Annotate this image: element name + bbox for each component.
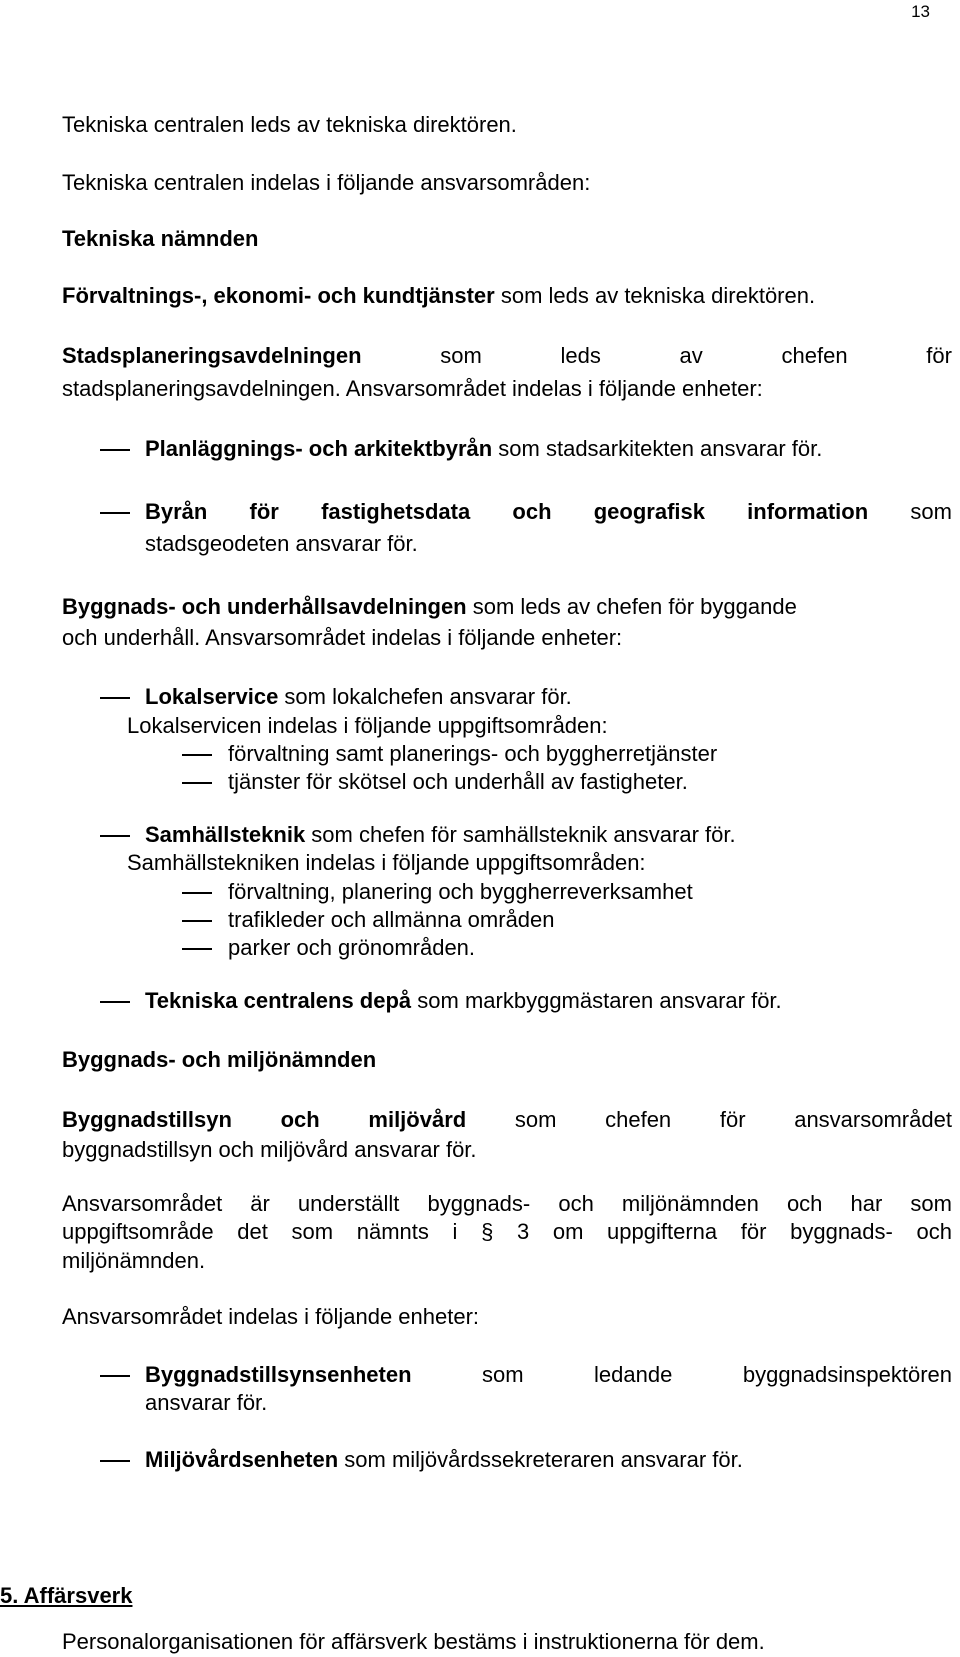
bullet-dash — [100, 512, 130, 514]
word: för — [740, 1219, 767, 1244]
word: miljövård — [368, 1107, 467, 1132]
word: Byrån — [145, 499, 208, 524]
word: chefen — [605, 1107, 672, 1132]
word: ansvarsområdet — [794, 1107, 952, 1132]
list-item-byggnadstillsyn-line2: ansvarar för. — [145, 1390, 268, 1415]
word: som — [910, 1191, 952, 1216]
text: som markbyggmästaren ansvarar för. — [411, 988, 782, 1013]
word: byggnadsinspektören — [742, 1362, 952, 1387]
paragraph-enheter: Ansvarsområdet indelas i följande enheter: — [62, 1304, 480, 1329]
text: som lokalchefen ansvarar för. — [278, 684, 572, 709]
bold-term: Planläggnings- och arkitektbyrån — [145, 436, 493, 461]
word: för — [719, 1107, 746, 1132]
bullet-dash — [100, 1375, 130, 1377]
bold-term: Byggnads- och underhållsavdelningen — [62, 594, 467, 619]
text: som leds av chefen för byggande — [466, 594, 797, 619]
word: Byggnadstillsynsenheten — [145, 1362, 412, 1387]
byggnads-line2: och underhåll. Ansvarsområdet indelas i följande enheter: — [62, 625, 623, 650]
word: leds — [560, 343, 601, 368]
list-item-byggnadstillsyn-line1 — [145, 1360, 952, 1390]
underst-line3: miljönämnden. — [62, 1248, 206, 1273]
word: geografisk — [593, 499, 705, 524]
word: information — [747, 499, 869, 524]
word: chefen — [781, 343, 848, 368]
byggnads-line1 — [62, 592, 960, 622]
sub-item: förvaltning, planering och byggherreverksamhet — [228, 879, 693, 904]
bullet-dash — [100, 1460, 130, 1462]
tillsyn-line1 — [62, 1105, 952, 1135]
sub-item: trafikleder och allmänna områden — [228, 907, 555, 932]
underst-line1 — [62, 1189, 952, 1219]
word: för — [249, 499, 279, 524]
list-item-byran-line1 — [145, 497, 952, 527]
bullet-dash — [100, 835, 130, 837]
word: och — [786, 1191, 823, 1216]
underst-line2 — [62, 1217, 952, 1247]
heading-tekniska-namnden: Tekniska nämnden — [62, 226, 259, 251]
sub-item: tjänster för skötsel och underhåll av fastigheter. — [228, 769, 688, 794]
word: om — [552, 1219, 584, 1244]
word: och — [512, 499, 552, 524]
page-number: 13 — [911, 2, 930, 21]
sub-item: parker och grönområden. — [228, 935, 476, 960]
word: uppgifterna — [607, 1219, 718, 1244]
samhallsteknik-intro: Samhällstekniken indelas i följande uppgiftsområden: — [127, 850, 646, 875]
paragraph-forvaltning — [62, 281, 960, 311]
word: och — [280, 1107, 320, 1132]
word: som — [482, 1362, 524, 1387]
sub-bullet-dash — [182, 782, 212, 784]
list-item-samhallsteknik — [145, 820, 960, 850]
word: det — [237, 1219, 268, 1244]
sub-bullet-dash — [182, 920, 212, 922]
word: ledande — [594, 1362, 673, 1387]
word: underställt — [297, 1191, 400, 1216]
text: som leds av tekniska direktören. — [494, 283, 816, 308]
bold-term: Förvaltnings-, ekonomi- och kundtjänster — [62, 283, 495, 308]
bold-term: Samhällsteknik — [145, 822, 306, 847]
word: byggnads- — [790, 1219, 893, 1244]
word: Ansvarsområdet — [62, 1191, 223, 1216]
word: fastighetsdata — [321, 499, 471, 524]
word: 3 — [516, 1219, 530, 1244]
word: som — [514, 1107, 557, 1132]
tillsyn-line2: byggnadstillsyn och miljövård ansvarar för. — [62, 1137, 477, 1162]
bold-term: Miljövårdsenheten — [145, 1447, 339, 1472]
list-item-miljovard — [145, 1445, 960, 1475]
text: som miljövårdssekreteraren ansvarar för. — [338, 1447, 743, 1472]
word: för — [926, 343, 952, 368]
word: och — [558, 1191, 594, 1216]
sub-bullet-dash — [182, 892, 212, 894]
section-heading-affarsverk: 5. Affärsverk — [0, 1583, 133, 1608]
sub-bullet-dash — [182, 948, 212, 950]
bullet-dash — [100, 697, 130, 699]
word: som — [291, 1219, 334, 1244]
list-item-lokalservice — [145, 682, 960, 712]
word: miljönämnden — [621, 1191, 759, 1216]
word: som — [910, 499, 952, 524]
word: § — [481, 1219, 494, 1244]
stadsplanering-line2: stadsplaneringsavdelningen. Ansvarsområdet indelas i följande enheter: — [62, 376, 763, 401]
word: nämnts — [356, 1219, 429, 1244]
word: Byggnadstillsyn — [62, 1107, 232, 1132]
list-item-depa — [145, 986, 960, 1016]
paragraph-indelning: Tekniska centralen indelas i följande ansvarsområden: — [62, 170, 591, 195]
word: är — [250, 1191, 270, 1216]
sub-item: förvaltning samt planerings- och byggherretjänster — [228, 741, 718, 766]
word: Stadsplaneringsavdelningen — [62, 343, 362, 368]
word: som — [440, 343, 482, 368]
word: byggnads- — [427, 1191, 531, 1216]
word: i — [452, 1219, 458, 1244]
paragraph-affarsverk: Personalorganisationen för affärsverk bestäms i instruktionerna för dem. — [62, 1629, 765, 1654]
text: som chefen för samhällsteknik ansvarar för. — [305, 822, 736, 847]
bullet-dash — [100, 1001, 130, 1003]
bullet-dash — [100, 449, 130, 451]
text: som stadsarkitekten ansvarar för. — [492, 436, 823, 461]
list-item-byran-line2: stadsgeodeten ansvarar för. — [145, 531, 418, 556]
word: har — [850, 1191, 883, 1216]
bold-term: Lokalservice — [145, 684, 279, 709]
lokalservice-intro: Lokalservicen indelas i följande uppgiftsområden: — [127, 713, 608, 738]
bold-term: Tekniska centralens depå — [145, 988, 412, 1013]
word: av — [679, 343, 703, 368]
word: uppgiftsområde — [62, 1219, 214, 1244]
stadsplanering-line1 — [62, 341, 952, 371]
paragraph-intro: Tekniska centralen leds av tekniska direktören. — [62, 112, 517, 137]
word: och — [916, 1219, 952, 1244]
heading-byggnads-miljonamnden: Byggnads- och miljönämnden — [62, 1047, 377, 1072]
list-item-planlaggning — [145, 434, 960, 464]
sub-bullet-dash — [182, 754, 212, 756]
